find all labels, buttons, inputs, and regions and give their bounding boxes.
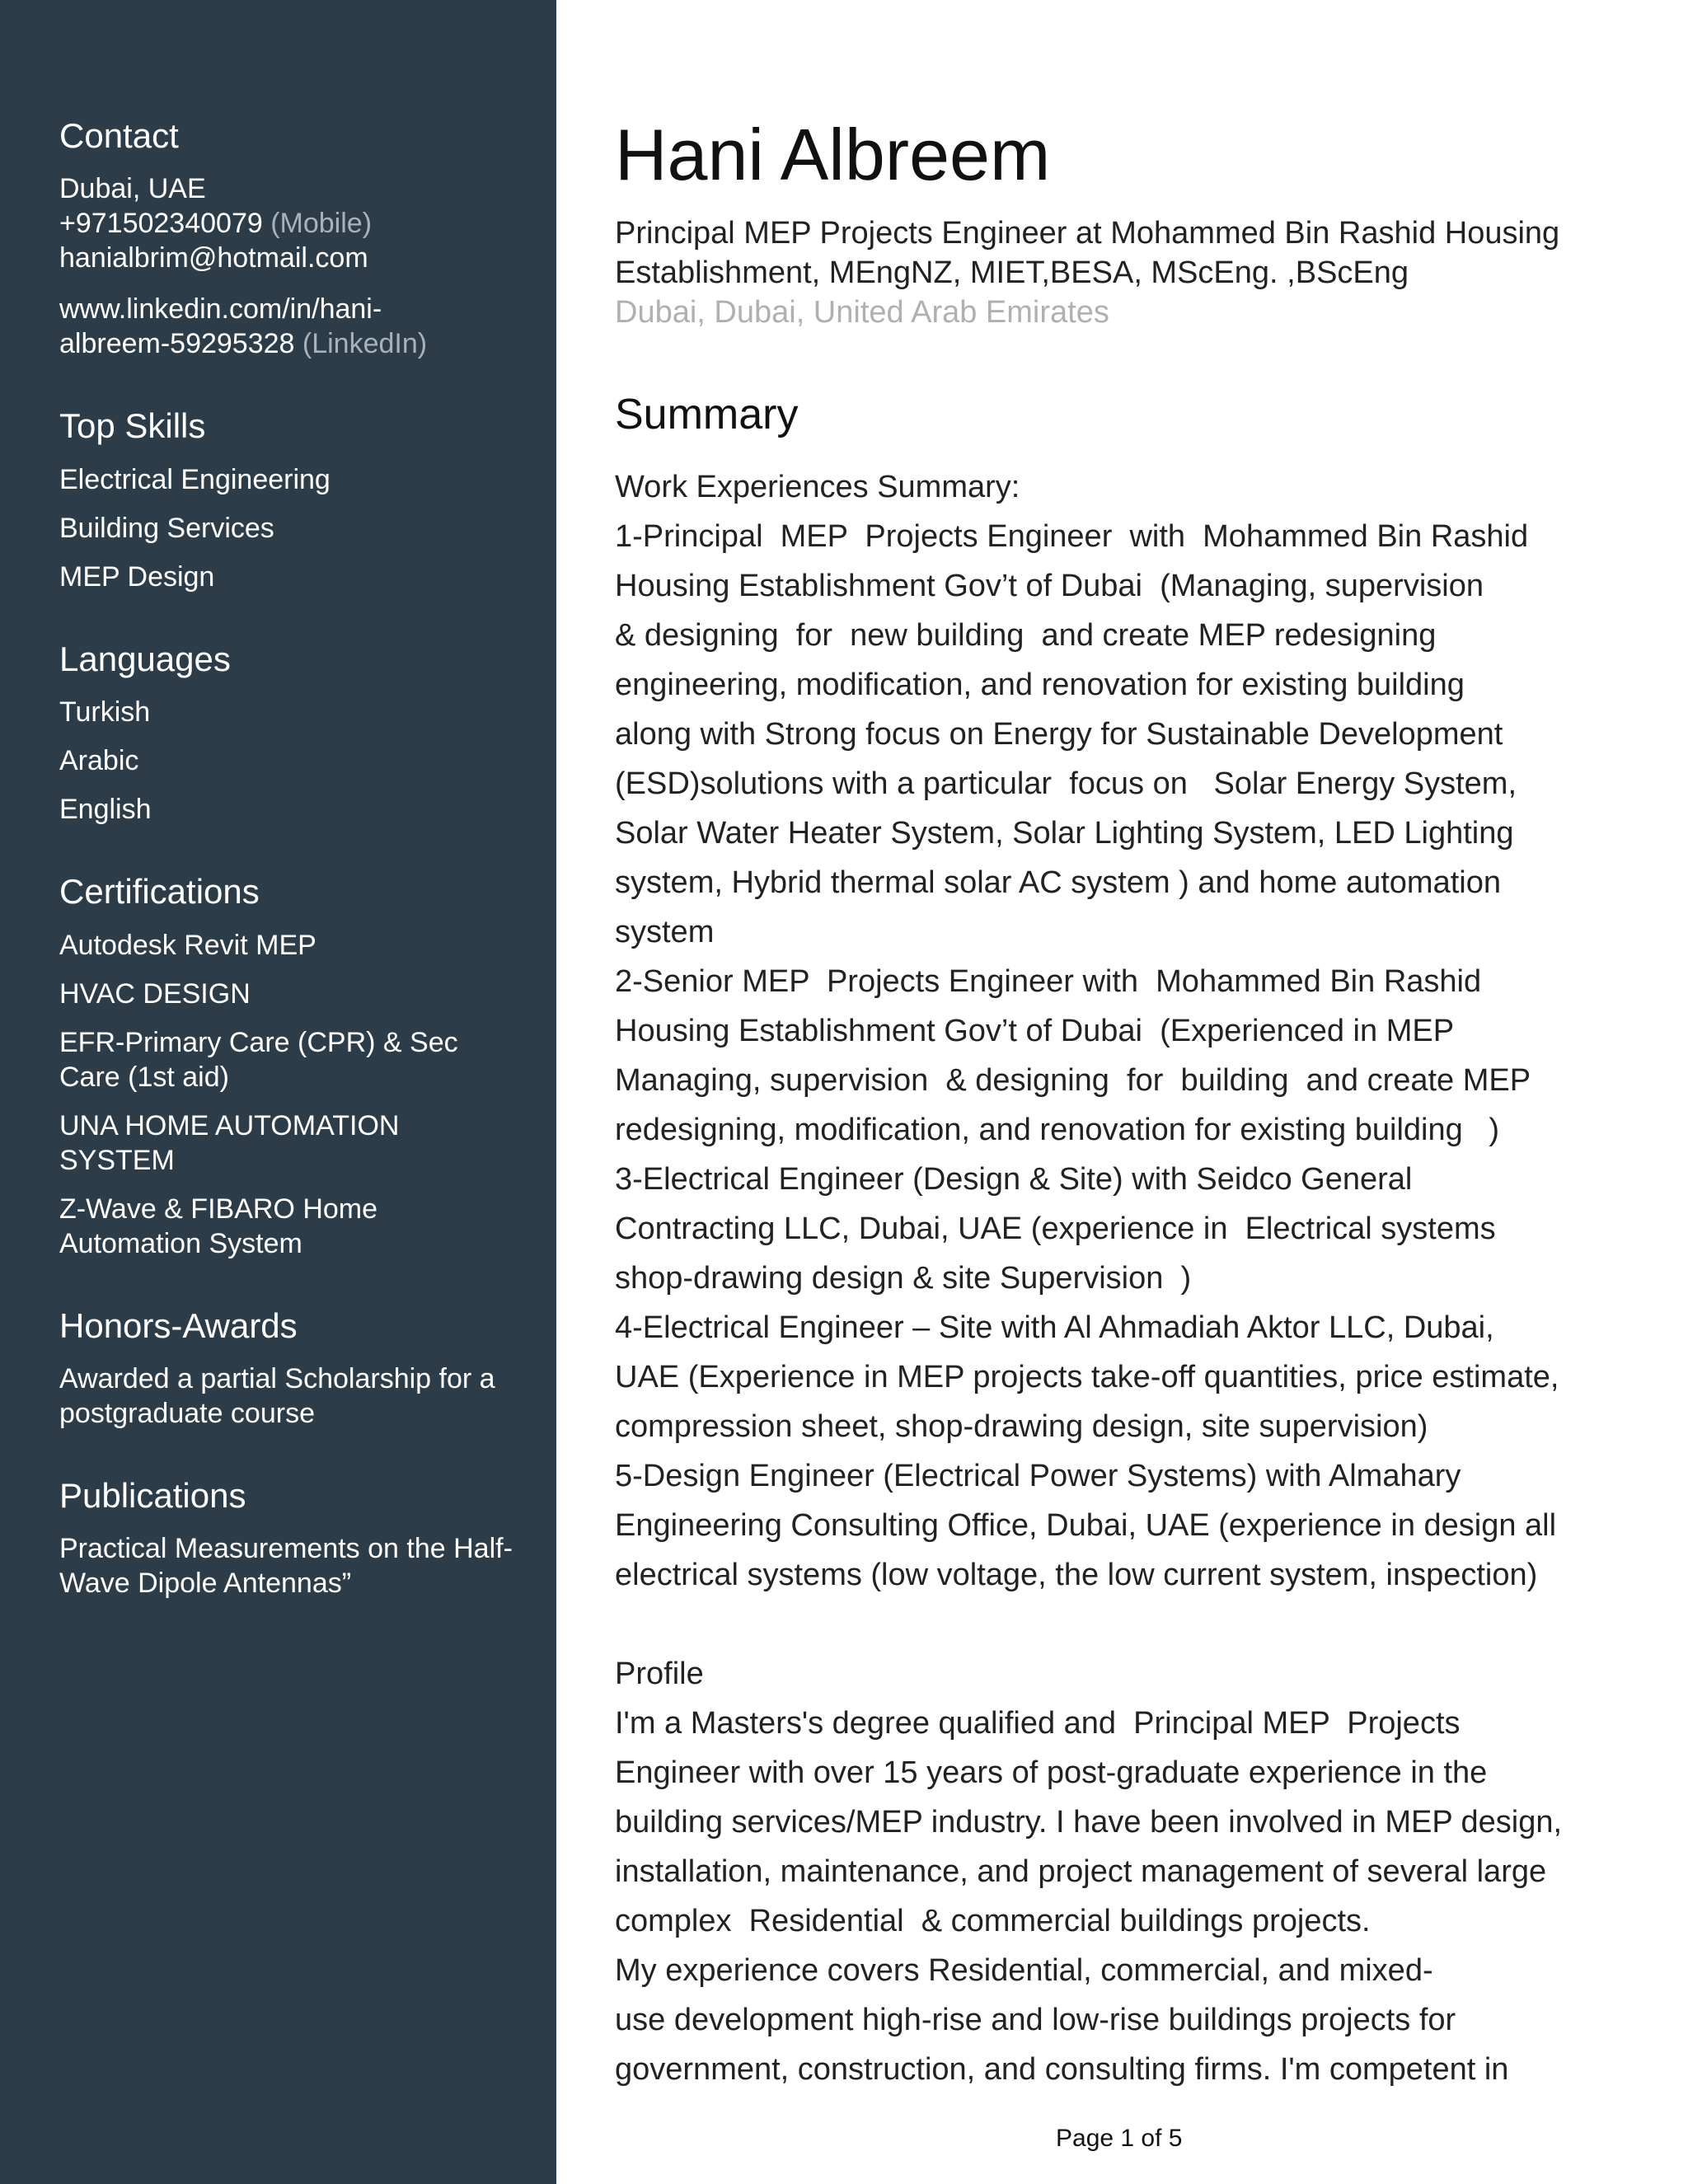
summary-line: along with Strong focus on Energy for Sustainable Development (615, 716, 1503, 752)
summary-line: system (615, 914, 715, 949)
skills-section (59, 405, 532, 593)
summary-line: Contracting LLC, Dubai, UAE (experience in Electrical systems (615, 1211, 1496, 1246)
language-item: Arabic (59, 745, 139, 777)
certifications-section (59, 871, 532, 1260)
summary-line: system, Hybrid thermal solar AC system ) and home automation (615, 865, 1501, 900)
headline-line: Establishment, MEngNZ, MIET,BESA, MScEng. ,BScEng (615, 255, 1409, 290)
contact-phone-row (59, 206, 532, 241)
certification-line: Autodesk Revit MEP (59, 929, 316, 961)
contact-spacer (59, 275, 532, 292)
contact-linkedin-line1[interactable]: www.linkedin.com/in/hani- (59, 293, 382, 326)
summary-line: Housing Establishment Gov’t of Dubai (Managing, supervision (615, 568, 1484, 603)
honor-item (59, 1361, 532, 1431)
certification-line: Care (1st aid) (59, 1061, 229, 1093)
skill-item: MEP Design (59, 560, 215, 593)
summary-line: government, construction, and consulting firms. I'm competent in (615, 2051, 1509, 2087)
summary-line: Managing, supervision & designing for building and create MEP (615, 1062, 1531, 1098)
honors-heading: Honors-Awards (59, 1305, 298, 1345)
summary-line: use development high-rise and low-rise buildings projects for (615, 2002, 1456, 2037)
summary-line: Housing Establishment Gov’t of Dubai (Experienced in MEP (615, 1013, 1455, 1048)
summary-line: 5-Design Engineer (Electrical Power Systems) with Almahary (615, 1458, 1461, 1493)
summary-line: Engineering Consulting Office, Dubai, UAE (experience in design all (615, 1507, 1557, 1543)
certifications-heading: Certifications (59, 872, 260, 912)
summary-line: electrical systems (low voltage, the low current system, inspection) (615, 1557, 1538, 1592)
summary-line: complex Residential & commercial buildings projects. (615, 1903, 1371, 1938)
certification-line: EFR-Primary Care (CPR) & Sec (59, 1026, 458, 1058)
certification-item (59, 1108, 532, 1178)
summary-line: Profile (615, 1656, 704, 1691)
summary-line: & designing for new building and create MEP redesigning (615, 617, 1437, 653)
summary-line: 2-Senior MEP Projects Engineer with Mohammed Bin Rashid (615, 963, 1482, 999)
summary-line: UAE (Experience in MEP projects take-off quantities, price estimate, (615, 1359, 1559, 1394)
contact-city: Dubai, UAE (59, 173, 206, 205)
certification-line: Z-Wave & FIBARO Home (59, 1193, 378, 1225)
summary-line: 1-Principal MEP Projects Engineer with Mohammed Bin Rashid (615, 518, 1529, 554)
certification-item (59, 977, 532, 1011)
summary-line: engineering, modification, and renovation for existing building (615, 667, 1465, 702)
summary-line: shop-drawing design & site Supervision ) (615, 1260, 1192, 1296)
contact-linkedin-row (59, 326, 532, 361)
certification-item (59, 1025, 532, 1094)
honor-line: Awarded a partial Scholarship for a (59, 1362, 495, 1394)
certification-line: UNA HOME AUTOMATION (59, 1109, 400, 1141)
skill-item: Building Services (59, 512, 274, 544)
summary-line: 4-Electrical Engineer – Site with Al Ahmadiah Aktor LLC, Dubai, (615, 1310, 1494, 1345)
summary-body (615, 462, 1645, 2094)
language-item: English (59, 794, 152, 826)
certification-item (59, 1192, 532, 1261)
main-content (615, 115, 1645, 2094)
certification-line: HVAC DESIGN (59, 977, 251, 1010)
summary-line: My experience covers Residential, commercial, and mixed- (615, 1952, 1433, 1988)
contact-heading: Contact (59, 116, 179, 155)
publication-item (59, 1531, 532, 1601)
summary-line: (ESD)solutions with a particular focus on Solar Energy System, (615, 766, 1517, 801)
summary-line: I'm a Masters's degree qualified and Principal MEP Projects (615, 1705, 1461, 1741)
publications-heading: Publications (59, 1475, 246, 1515)
contact-phone: +971502340079 (59, 208, 263, 240)
publications-section (59, 1475, 532, 1601)
skill-item: Electrical Engineering (59, 463, 331, 495)
languages-section (59, 639, 532, 827)
honor-line: postgraduate course (59, 1397, 315, 1429)
publication-line: Wave Dipole Antennas” (59, 1568, 352, 1600)
contact-email[interactable]: hanialbrim@hotmail.com (59, 242, 368, 274)
certification-line: SYSTEM (59, 1144, 175, 1176)
contact-section (59, 115, 532, 361)
skills-heading: Top Skills (59, 406, 206, 446)
page-number: Page 1 of 5 (1056, 2125, 1183, 2152)
languages-heading: Languages (59, 639, 231, 678)
summary-line: Solar Water Heater System, Solar Lighting System, LED Lighting (615, 815, 1514, 851)
summary-line: redesigning, modification, and renovation for existing building ) (615, 1112, 1500, 1147)
certification-item (59, 928, 532, 963)
summary-line: Work Experiences Summary: (615, 469, 1020, 504)
certification-line: Automation System (59, 1227, 302, 1259)
contact-phone-type: (Mobile) (270, 208, 373, 240)
summary-line: building services/MEP industry. I have been involved in MEP design, (615, 1804, 1563, 1840)
headline-line: Principal MEP Projects Engineer at Mohammed Bin Rashid Housing (615, 215, 1560, 251)
language-item: Turkish (59, 696, 151, 729)
summary-line: installation, maintenance, and project management of several large (615, 1854, 1547, 1889)
contact-linkedin-line2[interactable]: albreem-59295328 (59, 328, 295, 360)
contact-linkedin-type: (LinkedIn) (302, 328, 428, 360)
summary-line: 3-Electrical Engineer (Design & Site) with Seidco General (615, 1161, 1413, 1197)
summary-title: Summary (615, 390, 799, 438)
location: Dubai, Dubai, United Arab Emirates (615, 294, 1109, 330)
summary-line: compression sheet, shop-drawing design, site supervision) (615, 1408, 1428, 1444)
person-name: Hani Albreem (615, 114, 1051, 195)
publication-line: Practical Measurements on the Half- (59, 1533, 513, 1565)
honors-section (59, 1305, 532, 1431)
summary-line: Engineer with over 15 years of post-graduate experience in the (615, 1755, 1488, 1790)
summary-spacer (615, 1600, 1645, 1649)
sidebar (0, 0, 556, 2184)
